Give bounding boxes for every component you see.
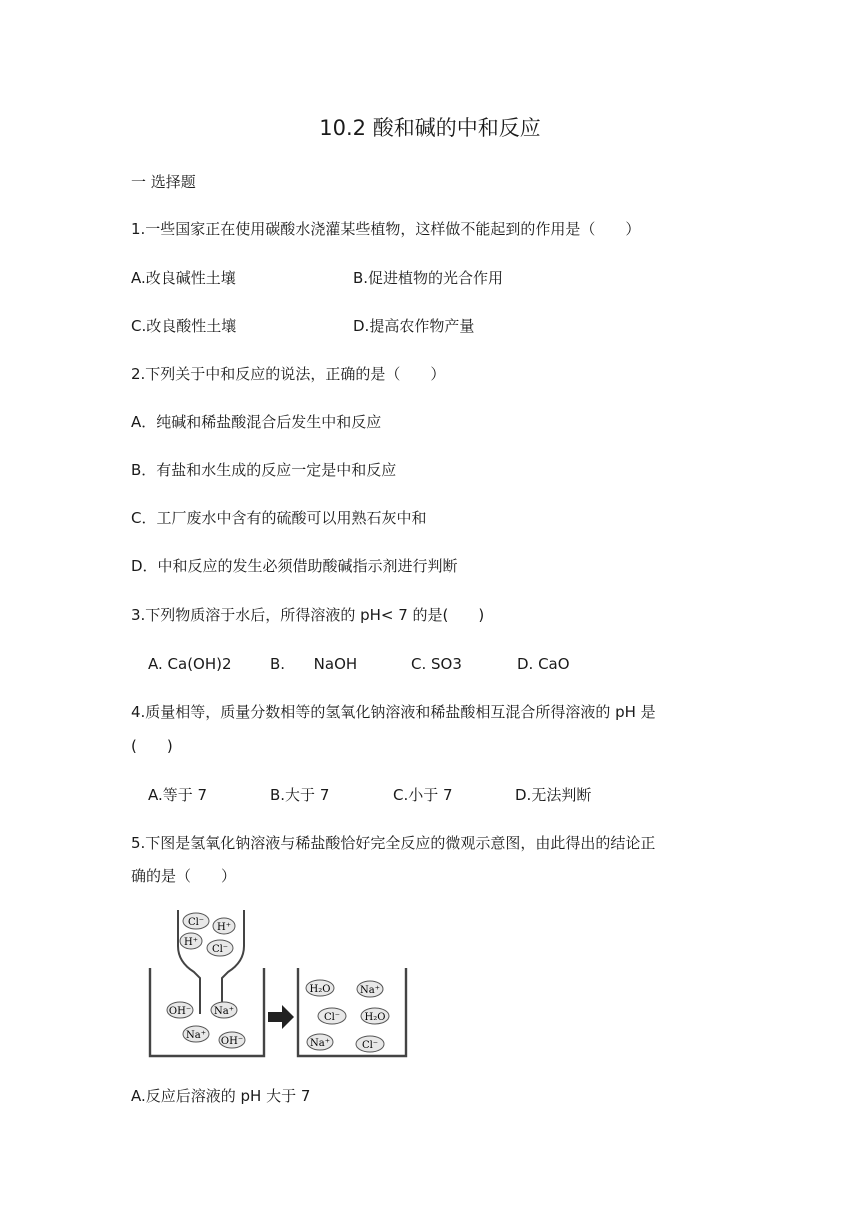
svg-text:OH⁻: OH⁻ <box>220 1036 244 1047</box>
molecule-water <box>361 1008 389 1024</box>
molecule-water <box>306 980 334 996</box>
question-2-option-a: A．纯碱和稀盐酸混合后发生中和反应 <box>131 413 382 431</box>
svg-text:OH⁻: OH⁻ <box>168 1006 192 1017</box>
ion-hydroxide <box>167 1002 193 1018</box>
question-2-stem: 2.下列关于中和反应的说法，正确的是（ ） <box>131 365 446 383</box>
question-2-option-c: C．工厂废水中含有的硫酸可以用熟石灰中和 <box>131 509 427 527</box>
question-5-stem-line-2: 确的是（ ） <box>131 867 237 885</box>
svg-text:Na⁺: Na⁺ <box>186 1030 206 1041</box>
svg-text:Na⁺: Na⁺ <box>310 1038 330 1049</box>
question-3-option-d: D. CaO <box>517 655 570 673</box>
svg-text:H₂O: H₂O <box>364 1012 386 1023</box>
question-3-option-b: B. NaOH <box>270 655 358 673</box>
page-title: 10.2 酸和碱的中和反应 <box>319 116 541 140</box>
ion-chloride <box>183 913 209 929</box>
ion-sodium <box>211 1002 237 1018</box>
ion-chloride <box>356 1036 384 1052</box>
ion-hydroxide <box>219 1032 245 1048</box>
ion-chloride <box>318 1008 346 1024</box>
question-4-option-b: B.大于 7 <box>270 786 330 804</box>
ion-sodium <box>183 1026 209 1042</box>
question-2-option-d: D．中和反应的发生必须借助酸碱指示剂进行判断 <box>131 557 458 575</box>
question-4-option-d: D.无法判断 <box>515 786 592 804</box>
svg-text:Cl⁻: Cl⁻ <box>361 1040 379 1051</box>
svg-text:Na⁺: Na⁺ <box>214 1006 234 1017</box>
reaction-diagram <box>144 906 412 1064</box>
section-heading: 一 选择题 <box>131 173 196 191</box>
question-3-option-c: C. SO3 <box>411 655 462 673</box>
question-5-stem-line-1: 5.下图是氢氧化钠溶液与稀盐酸恰好完全反应的微观示意图，由此得出的结论正 <box>131 834 656 852</box>
question-1-option-b: B.促进植物的光合作用 <box>353 269 504 287</box>
question-3-option-a: A. Ca(OH)2 <box>148 655 232 673</box>
ion-sodium <box>357 981 383 997</box>
question-1-option-c: C.改良酸性土壤 <box>131 317 237 335</box>
ion-hydrogen <box>213 918 235 934</box>
reaction-arrow <box>268 1005 294 1029</box>
ion-hydrogen <box>180 933 202 949</box>
question-4-stem-line-1: 4.质量相等，质量分数相等的氢氧化钠溶液和稀盐酸相互混合所得溶液的 pH 是 <box>131 703 656 721</box>
svg-text:Cl⁻: Cl⁻ <box>323 1012 341 1023</box>
ion-sodium <box>307 1034 333 1050</box>
question-4-option-c: C.小于 7 <box>393 786 453 804</box>
svg-text:H⁺: H⁺ <box>184 937 198 948</box>
question-3-stem: 3.下列物质溶于水后，所得溶液的 pH< 7 的是( ) <box>131 606 485 624</box>
question-5-option-a: A.反应后溶液的 pH 大于 7 <box>131 1087 311 1105</box>
question-4-stem-line-2: ( ) <box>131 737 173 755</box>
question-1-stem: 1.一些国家正在使用碳酸水浇灌某些植物，这样做不能起到的作用是（ ） <box>131 220 641 238</box>
svg-text:Cl⁻: Cl⁻ <box>211 944 229 955</box>
ion-chloride <box>207 940 233 956</box>
svg-text:H⁺: H⁺ <box>217 922 231 933</box>
svg-text:H₂O: H₂O <box>309 984 331 995</box>
question-4-option-a: A.等于 7 <box>148 786 208 804</box>
question-1-option-d: D.提高农作物产量 <box>353 317 475 335</box>
svg-text:Na⁺: Na⁺ <box>360 985 380 996</box>
svg-text:Cl⁻: Cl⁻ <box>187 917 205 928</box>
question-1-option-a: A.改良碱性土壤 <box>131 269 236 287</box>
question-2-option-b: B．有盐和水生成的反应一定是中和反应 <box>131 461 397 479</box>
